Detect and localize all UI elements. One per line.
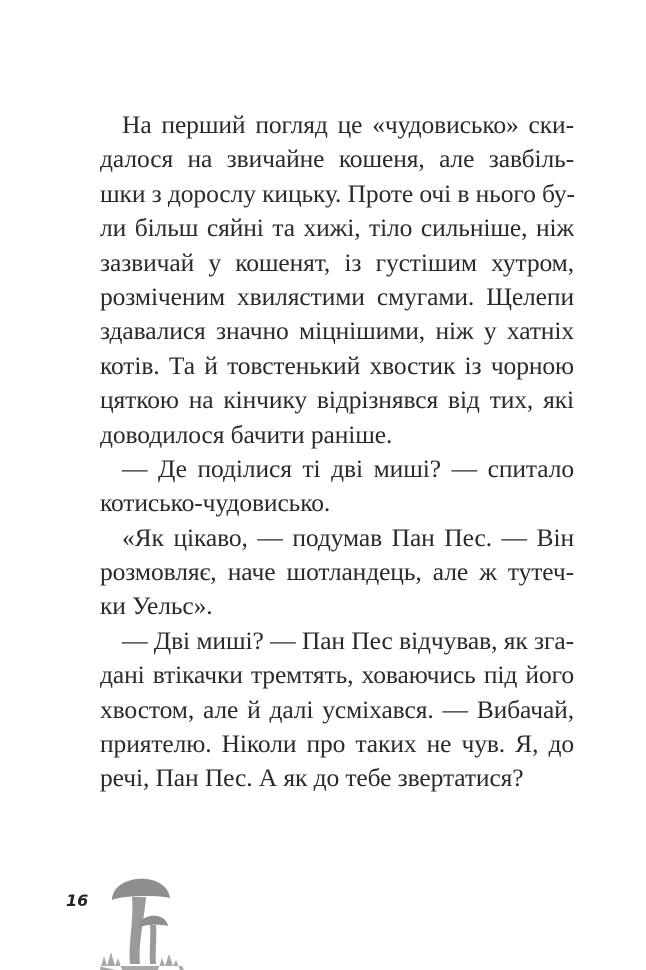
text-line: «Як цікаво, — подумав Пан Пес. — Він xyxy=(122,522,574,552)
text-line: далося на звичайне кошеня, але завбіль- xyxy=(100,144,574,174)
grass xyxy=(98,952,184,970)
text-line: ли більш сяйні та хижі, тіло сильніше, ніж xyxy=(100,213,574,243)
text-line: дані втікачки тремтять, ховаючись під його xyxy=(100,660,574,690)
text-line: ки Уельс». xyxy=(100,591,213,621)
text-line: приятелю. Ніколи про таких не чув. Я, до xyxy=(100,729,574,759)
text-line: На перший погляд це «чудовисько» ски- xyxy=(122,110,574,139)
page-number: 16 xyxy=(66,891,89,910)
text-line: шки з дорослу кицьку. Проте очі в нього бу- xyxy=(100,178,575,208)
text-line: речі, Пан Пес. А як до тебе звертатися? xyxy=(100,763,524,793)
text-line: хвостом, але й далі усміхався. — Вибачай, xyxy=(100,694,574,724)
mushroom-icon xyxy=(94,866,184,970)
text-line: здавалися значно міцнішими, ніж у хатніх xyxy=(100,316,574,346)
body-text xyxy=(100,108,574,796)
text-line: цяткою на кінчику відрізнявся від тих, які xyxy=(100,385,574,415)
text-line: розміченим хвилястими смугами. Щелепи xyxy=(100,281,574,311)
text-line: — Дві миші? — Пан Пес відчував, як зга- xyxy=(122,625,574,655)
text-line: зазвичай у кошенят, із густішим хутром, xyxy=(100,247,574,277)
text-line: котів. Та й товстенький хвостик із чорною xyxy=(100,350,574,380)
big-mushroom-stem xyxy=(130,897,146,964)
big-mushroom-cap xyxy=(112,879,170,900)
text-line: розмовляє, наче шотландець, але ж тутеч- xyxy=(100,557,574,587)
small-mushroom-stem xyxy=(150,925,157,964)
text-line: — Де поділися ті дві миші? — спитало xyxy=(122,453,574,483)
text-line: доводилося бачити раніше. xyxy=(100,419,393,449)
text-line: котисько-чудовисько. xyxy=(100,488,331,518)
